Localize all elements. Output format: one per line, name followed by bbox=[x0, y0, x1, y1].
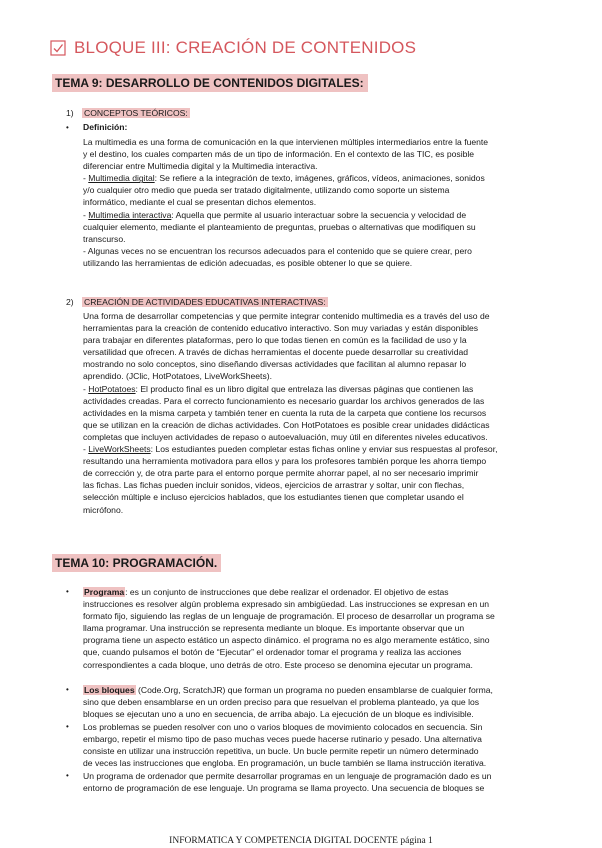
multimedia-digital-text: : Se refiere a la integración de texto, imágenes, gráficos, vídeos, animaciones, sonidos bbox=[154, 173, 485, 184]
dash: - bbox=[83, 444, 89, 455]
section2-body bbox=[83, 310, 498, 516]
paragraph-line: las fichas. Las fichas pueden incluir sonidos, videos, ejercicios de arrastrar y soltar, unir con flechas, bbox=[83, 480, 465, 491]
section1-heading: CONCEPTOS TEÓRICOS: bbox=[84, 108, 188, 118]
paragraph-line: llama programar. Una instrucción se representa mediante un bloque. Es importante observar que un bbox=[83, 623, 465, 634]
programa-bullet bbox=[66, 586, 495, 671]
multimedia-digital-line bbox=[83, 172, 488, 184]
multimedia-interactiva-term: Multimedia interactiva bbox=[88, 209, 172, 220]
paragraph-line: Los problemas se pueden resolver con uno o varios bloques de movimiento colocados en secuencia. Sin bbox=[83, 722, 483, 732]
bullet-mark: • bbox=[66, 685, 69, 694]
entorno-bullet bbox=[66, 770, 491, 794]
section1-body bbox=[83, 136, 488, 269]
programa-text-rest: : es un conjunto de instrucciones que debe realizar el ordenador. El objetivo de estas bbox=[125, 587, 449, 597]
paragraph-line: y/o cualquier otro medio que pueda ser tratado digitalmente, utilizando como soporte un sistema bbox=[83, 185, 450, 196]
multimedia-digital-term: Multimedia digital bbox=[88, 173, 155, 184]
paragraph-line: - Algunas veces no se encuentran los recursos adecuados para el contenido que se quiere crear, pero bbox=[83, 245, 472, 256]
paragraph-line: mostrando no solo conceptos, sino diseñando diversas actividades que facilitan al alumno repasar lo bbox=[83, 359, 467, 370]
bloques-text-rest: (Code.Org, ScratchJR) que forman un programa no pueden ensamblarse de cualquier forma, bbox=[135, 685, 493, 695]
paragraph-line: cualquier elemento, mediante el planteamiento de preguntas, pruebas o alternativas que modifiquen su bbox=[83, 221, 476, 232]
bullet-mark: • bbox=[66, 587, 69, 596]
programa-text bbox=[83, 586, 495, 671]
paragraph-line: herramientas para la creación de contenido educativo interactivo. Son muy variadas y están disponibles bbox=[83, 323, 479, 334]
hotpotatoes-term: HotPotatoes bbox=[88, 383, 136, 394]
paragraph-line: correspondientes a cada bloque, uno detrás de otro. Este proceso se denomina ejecutar un programa. bbox=[83, 659, 473, 670]
paragraph-line: resultando una herramienta motivadora para ellos y para los profesores también porque les ahorra tiempo bbox=[83, 456, 487, 467]
bloques-text bbox=[83, 684, 493, 720]
paragraph-line: diferenciar entre Multimedia digital y la Multimedia interactiva. bbox=[83, 161, 318, 172]
section1-number: 1) bbox=[66, 108, 74, 118]
paragraph-line: informático, mediante el cual se presentan dichos elementos. bbox=[83, 197, 317, 208]
liveworksheets-term: LiveWorkSheets bbox=[88, 444, 151, 455]
paragraph-line: que, cuando pulsamos el botón de “Ejecutar” el ordenador tomar el programa y realiza las acciones bbox=[83, 647, 462, 658]
block-title bbox=[50, 36, 416, 60]
section1-def-row bbox=[66, 122, 127, 134]
dash: - bbox=[83, 209, 89, 220]
hotpotatoes-line bbox=[83, 383, 498, 395]
paragraph-line: consiste en utilizar una instrucción repetitiva, un bucle. Un bucle permite repetir un número determinado bbox=[83, 746, 479, 757]
multimedia-interactiva-text: : Aquella que permite al usuario interactuar sobre la secuencia y velocidad de bbox=[171, 209, 467, 220]
section2-heading-row bbox=[66, 297, 328, 307]
liveworksheets-text: : Los estudiantes pueden completar estas fichas online y enviar sus respuestas al profesor, bbox=[150, 444, 498, 455]
paragraph-line: entorno de programación de ese lenguaje. Un programa se llama proyecto. Una secuencia de bloques se bbox=[83, 783, 485, 794]
paragraph-line: transcurso. bbox=[83, 233, 126, 244]
bloques-bullet bbox=[66, 684, 493, 720]
tema9-heading: TEMA 9: DESARROLLO DE CONTENIDOS DIGITALES: bbox=[52, 74, 368, 92]
problemas-bullet bbox=[66, 721, 486, 769]
bullet-mark: • bbox=[66, 722, 69, 731]
dash: - bbox=[83, 383, 89, 394]
paragraph-line: que se utilizan en la creación de dichas actividades. Con HotPotatoes es posible crear unidades didácticas bbox=[83, 419, 490, 430]
bullet-mark: • bbox=[66, 123, 69, 132]
paragraph-line: Una forma de desarrollar competencias y que permite integrar contenido multimedia es a través del uso de bbox=[83, 311, 490, 321]
section1-heading-row bbox=[66, 108, 190, 118]
paragraph-line: versatilidad que ofrecen. A través de dichas herramientas el docente puede desarrollar su creatividad bbox=[83, 347, 469, 358]
paragraph-line: embargo, repetir el mismo tipo de paso muchas veces puede hacerse rutinario y pesado. Una alternativa bbox=[83, 734, 482, 745]
section2-number: 2) bbox=[66, 297, 74, 307]
multimedia-interactiva-line bbox=[83, 209, 488, 221]
bloques-first-line bbox=[83, 684, 493, 696]
bloques-term: Los bloques bbox=[84, 685, 135, 695]
dash: - bbox=[83, 173, 89, 184]
entorno-text bbox=[83, 770, 491, 794]
paragraph-line: utilizando las herramientas de edición adecuadas, es posible obtener lo que se quiere. bbox=[83, 257, 413, 268]
paragraph-line: aprendido. (JClic, HotPotatoes, LiveWorkSheets). bbox=[83, 371, 272, 382]
paragraph-line: actividades en la misma carpeta y también tener en cuenta la ruta de la carpeta que contiene los recursos bbox=[83, 407, 487, 418]
bullet-mark: • bbox=[66, 771, 69, 780]
hotpotatoes-text: : El producto final es un libro digital que entrelaza las diversas páginas que contienen las bbox=[135, 383, 474, 394]
paragraph-line: sino que deben ensamblarse en un orden preciso para que resuelvan el problema planteado, ya que los bbox=[83, 697, 480, 708]
problemas-text bbox=[83, 721, 486, 769]
paragraph-line: bloques se ejecutan uno a uno en secuencia, de arriba abajo. La ejecución de un bloque es indivisible. bbox=[83, 709, 474, 720]
paragraph-line: La multimedia es una forma de comunicación en la que intervienen múltiples intermediarios entre la fuente bbox=[83, 137, 489, 147]
paragraph-line: selección múltiple e incluso ejercicios hablados, que los estudiantes tienen que completar usando el bbox=[83, 492, 464, 503]
programa-term: Programa bbox=[84, 587, 125, 597]
paragraph-line: y el destino, los cuales comparten más de un tipo de información. En el contexto de las TIC, es posible bbox=[83, 149, 475, 160]
paragraph-line: actividades creadas. Para el correcto funcionamiento es necesario guardar los archivos generados de las bbox=[83, 395, 485, 406]
paragraph-line: completas que incluyen actividades de repaso o autoevaluación, muy útil en diferentes niveles educativos. bbox=[83, 431, 488, 442]
tema10-heading: TEMA 10: PROGRAMACIÓN. bbox=[52, 554, 221, 572]
paragraph-line: de corrección y, de otra parte para el entorno porque permite ahorrar papel, al no ser necesario imprimir bbox=[83, 468, 479, 479]
block-title-text: BLOQUE III: CREACIÓN DE CONTENIDOS bbox=[74, 38, 417, 57]
paragraph-line: instrucciones es resolver algún problema expresado sin ambigüedad. Las instrucciones se expresan en un bbox=[83, 599, 490, 610]
programa-first-line bbox=[83, 586, 495, 598]
paragraph-line: de veces las instrucciones que engloba. En programación, un bucle también se llama instrucción iterativa. bbox=[83, 758, 487, 769]
liveworksheets-line bbox=[83, 443, 498, 455]
page-footer: INFORMATICA Y COMPETENCIA DIGITAL DOCENTE página 1 bbox=[169, 836, 433, 846]
definition-label: Definición: bbox=[83, 122, 128, 132]
checkbox-checked-icon bbox=[50, 40, 66, 56]
paragraph-line: programa tiene un aspecto estático un aspecto dinámico. el programa no es algo meramente estático, sino bbox=[83, 635, 490, 646]
section2-heading: CREACIÓN DE ACTIVIDADES EDUCATIVAS INTERACTIVAS: bbox=[84, 297, 326, 307]
paragraph-line: para trabajar en diferentes plataformas, pero lo que todas tienen en común es la facilidad de uso y la bbox=[83, 335, 467, 346]
paragraph-line: micrófono. bbox=[83, 504, 124, 515]
paragraph-line: Un programa de ordenador que permite desarrollar programas en un lenguaje de programación dado es un bbox=[83, 771, 492, 781]
paragraph-line: formato fijo, siguiendo las reglas de un lenguaje de programación. El proceso de desarrollar un programa se bbox=[83, 611, 495, 622]
